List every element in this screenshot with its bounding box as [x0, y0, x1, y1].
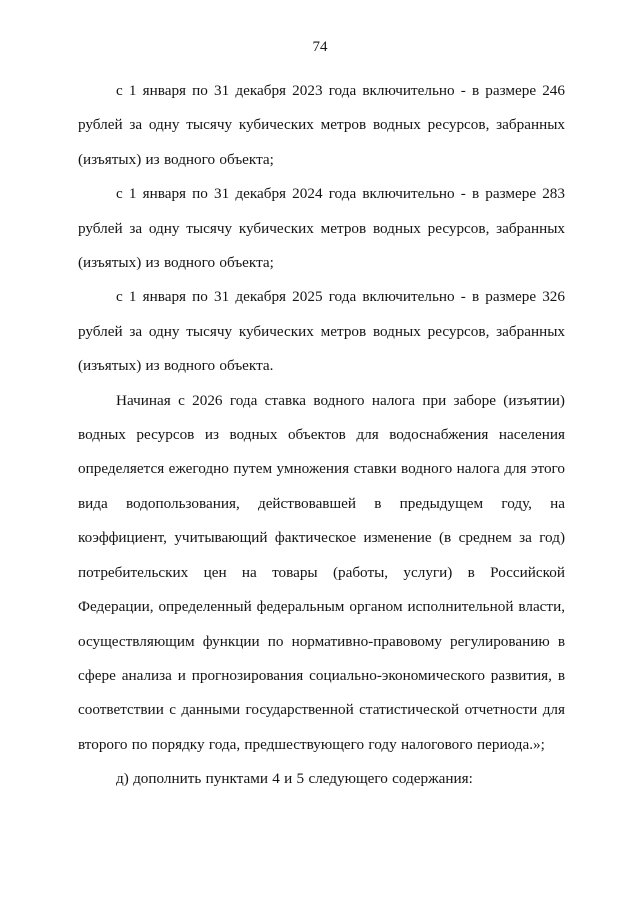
paragraph-rate-2023: с 1 января по 31 декабря 2023 года включительно - в размере 246 рублей за одну тысячу кубических метров водных ресурсов, забранных (изъятых) из водного объекта; — [78, 82, 565, 168]
paragraph-rate-2025: с 1 января по 31 декабря 2025 года включительно - в размере 326 рублей за одну тысячу кубических метров водных ресурсов, забранных (изъятых) из водного объекта. — [78, 288, 565, 375]
paragraph-rate-from-2026: Начиная с 2026 года ставка водного налога при заборе (изъятии) водных ресурсов из водных объектов для водоснабжения населения определяется ежегодно путем умножения ставки водного налога для этого вида водопользования, действовавшей в предыдущем году, на коэффициент, учитывающий фактическое изменение (в среднем за год) потребительских цен на товары (работы, услуги) в Российской Федерации, определенный федеральным органом исполнительной власти, осуществляющим функции по нормативно-правовому регулированию в сфере анализа и прогнозирования социально-экономического развития, в соответствии с данными государственной статистической отчетности для второго по порядку года, предшествующего году налогового периода.»; — [78, 391, 565, 753]
paragraph-rate-2024: с 1 января по 31 декабря 2024 года включительно - в размере 283 рублей за одну тысячу кубических метров водных ресурсов, забранных (изъятых) из водного объекта; — [78, 185, 565, 272]
document-body — [78, 74, 565, 797]
page-number: 74 — [312, 39, 328, 55]
paragraph-amendment-d: д) дополнить пунктами 4 и 5 следующего содержания: — [116, 770, 473, 788]
